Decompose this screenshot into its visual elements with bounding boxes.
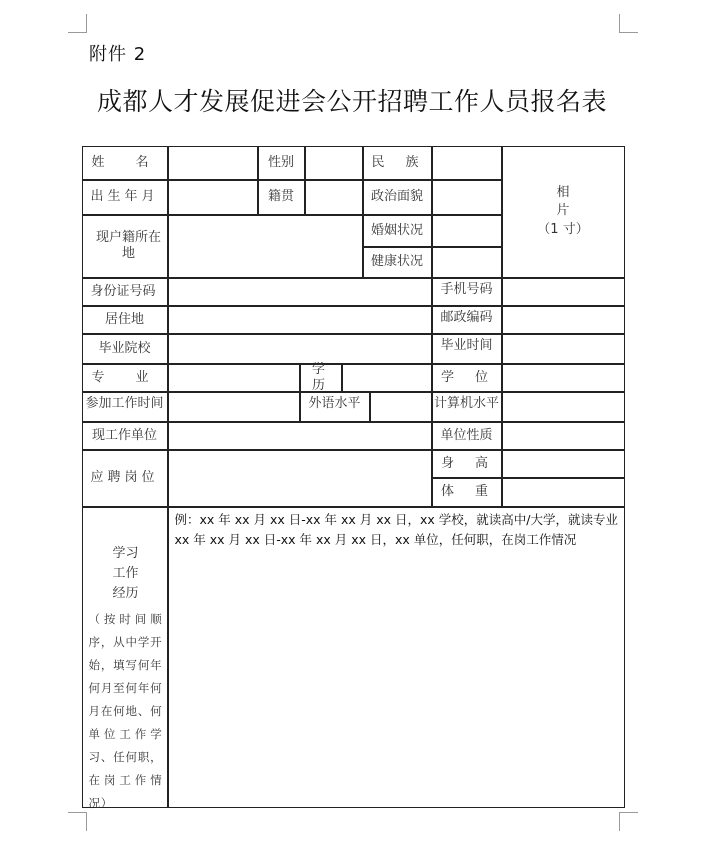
photo-box[interactable] [502, 146, 625, 278]
crop-mark-top-left [68, 14, 87, 33]
major-field[interactable] [168, 364, 300, 392]
graduated-school-field[interactable] [168, 334, 432, 364]
crop-mark-bottom-right [619, 812, 638, 831]
residence-label: 居住地 [82, 306, 168, 334]
id-number-field[interactable] [168, 278, 432, 306]
id-number-label: 身份证号码 [82, 278, 168, 306]
gender-field[interactable] [305, 146, 363, 180]
height-label: 身 高 [432, 450, 502, 478]
example-line-1: 例：xx 年 xx 月 xx 日-xx 年 xx 月 xx 日，xx 学校，就读高中/大学，就读专业 [174, 511, 618, 527]
marital-status-label: 婚姻状况 [363, 215, 432, 247]
study-work-line-1: 学习 [112, 545, 139, 561]
graduation-time-label: 毕业时间 [432, 334, 502, 364]
ethnicity-field[interactable] [432, 146, 502, 180]
marital-status-field[interactable] [432, 215, 502, 247]
crop-mark-bottom-left [68, 812, 87, 831]
ethnicity-label: 民 族 [363, 146, 432, 180]
applied-position-field[interactable] [168, 450, 432, 507]
study-work-line-3: 经历 [112, 585, 139, 601]
education-field[interactable] [342, 364, 432, 392]
household-location-field[interactable] [168, 215, 363, 278]
mobile-label: 手机号码 [432, 278, 502, 306]
study-work-note: （按时间顺序，从中学开始，填写何年何月至何年何月在何地、何单位工作学习、任何职，在岗工作情况） [88, 611, 163, 810]
photo-label-1: 相 [556, 185, 570, 201]
postal-code-label: 邮政编码 [432, 306, 502, 334]
graduation-time-field[interactable] [502, 334, 625, 364]
weight-field[interactable] [502, 478, 625, 507]
employer-type-label: 单位性质 [432, 422, 502, 450]
political-status-field[interactable] [432, 180, 502, 215]
graduated-school-label: 毕业院校 [82, 334, 168, 364]
name-label: 姓 名 [82, 146, 168, 180]
native-place-label: 籍贯 [258, 180, 305, 215]
computer-level-field[interactable] [502, 392, 625, 422]
foreign-language-field[interactable] [370, 392, 432, 422]
computer-level-label: 计算机水平 [432, 392, 502, 422]
gender-label: 性别 [258, 146, 305, 180]
applied-position-label: 应聘岗位 [82, 450, 168, 507]
degree-field[interactable] [502, 364, 625, 392]
residence-field[interactable] [168, 306, 432, 334]
name-field[interactable] [168, 146, 258, 180]
work-start-time-field[interactable] [168, 392, 300, 422]
height-field[interactable] [502, 450, 625, 478]
birth-label: 出生年月 [82, 180, 168, 215]
postal-code-field[interactable] [502, 306, 625, 334]
employer-type-field[interactable] [502, 422, 625, 450]
work-start-time-label: 参加工作时间 [82, 392, 168, 422]
household-location-label: 现户籍所在地 [82, 215, 168, 278]
current-employer-field[interactable] [168, 422, 432, 450]
photo-label-2: 片 [556, 203, 570, 219]
degree-label: 学 位 [432, 364, 502, 392]
health-status-field[interactable] [432, 247, 502, 278]
health-status-label: 健康状况 [363, 247, 432, 278]
foreign-language-label: 外语水平 [300, 392, 370, 422]
page-title: 成都人才发展促进会公开招聘工作人员报名表 [96, 87, 607, 116]
photo-label-3: （1 寸） [537, 221, 589, 237]
study-work-label [82, 507, 168, 808]
political-status-label: 政治面貌 [363, 180, 432, 215]
weight-label: 体 重 [432, 478, 502, 507]
birth-field[interactable] [168, 180, 258, 215]
example-line-2: xx 年 xx 月 xx 日-xx 年 xx 月 xx 日，xx 单位，任何职，在岗工作情况 [174, 531, 577, 547]
study-work-line-2: 工作 [112, 565, 139, 581]
study-work-field[interactable] [168, 507, 625, 808]
current-employer-label: 现工作单位 [82, 422, 168, 450]
attachment-label: 附件 2 [89, 44, 147, 65]
registration-form [82, 146, 625, 808]
major-label: 专 业 [82, 364, 168, 392]
crop-mark-top-right [619, 14, 638, 33]
native-place-field[interactable] [305, 180, 363, 215]
education-label: 学 历 [300, 364, 342, 392]
mobile-field[interactable] [502, 278, 625, 306]
